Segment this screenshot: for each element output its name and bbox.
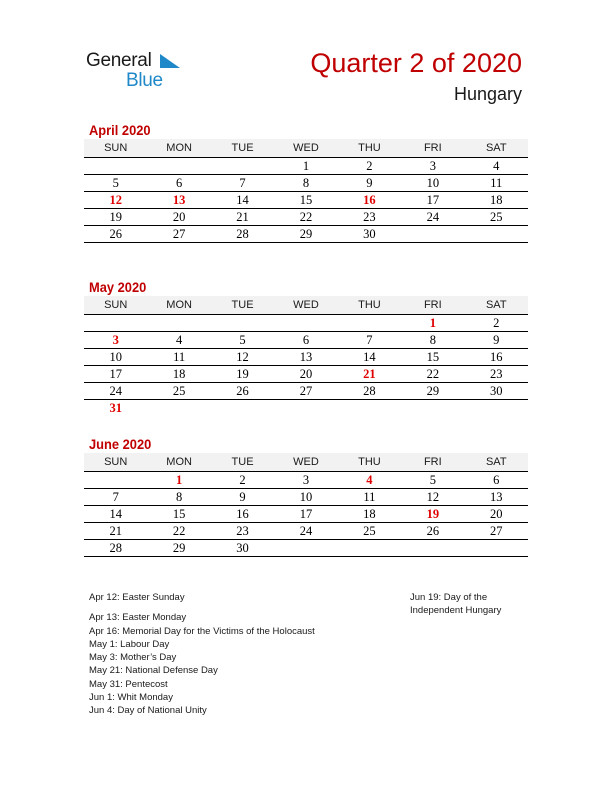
weekday-header: TUE	[211, 296, 274, 315]
day-cell: 27	[147, 226, 210, 243]
weekday-header: FRI	[401, 296, 464, 315]
empty-cell	[274, 315, 337, 332]
day-cell: 20	[147, 209, 210, 226]
day-cell: 21	[211, 209, 274, 226]
generalblue-logo	[86, 50, 206, 90]
week-row	[84, 315, 528, 332]
day-cell: 4	[465, 158, 528, 175]
day-cell: 12	[401, 489, 464, 506]
day-cell: 6	[465, 472, 528, 489]
day-cell: 1	[274, 158, 337, 175]
day-cell: 25	[147, 383, 210, 400]
week-row	[84, 209, 528, 226]
day-cell: 5	[211, 332, 274, 349]
holiday-note-line: Jun 19: Day of the	[410, 592, 488, 603]
day-cell: 9	[465, 332, 528, 349]
holiday-day-cell: 1	[147, 472, 210, 489]
day-cell: 22	[274, 209, 337, 226]
holiday-day-cell: 16	[338, 192, 401, 209]
holiday-notes-right	[410, 591, 501, 618]
day-cell: 25	[465, 209, 528, 226]
day-cell: 7	[211, 175, 274, 192]
day-cell: 7	[338, 332, 401, 349]
empty-cell	[211, 158, 274, 175]
day-cell: 23	[338, 209, 401, 226]
day-cell: 14	[84, 506, 147, 523]
week-row	[84, 400, 528, 417]
day-cell: 22	[147, 523, 210, 540]
day-cell: 13	[465, 489, 528, 506]
empty-cell	[84, 315, 147, 332]
day-cell: 28	[211, 226, 274, 243]
week-row	[84, 383, 528, 400]
day-cell: 30	[211, 540, 274, 557]
day-cell: 11	[338, 489, 401, 506]
day-cell: 17	[84, 366, 147, 383]
empty-cell	[211, 400, 274, 417]
holiday-note-line: Independent Hungary	[410, 605, 502, 617]
empty-cell	[401, 400, 464, 417]
holiday-day-cell: 12	[84, 192, 147, 209]
day-cell: 8	[147, 489, 210, 506]
weekday-header-row	[84, 296, 528, 315]
empty-cell	[147, 315, 210, 332]
week-row	[84, 472, 528, 489]
day-cell: 11	[465, 175, 528, 192]
weekday-header: FRI	[401, 139, 464, 158]
day-cell: 25	[338, 523, 401, 540]
day-cell: 17	[401, 192, 464, 209]
weekday-header: SUN	[84, 296, 147, 315]
week-row	[84, 158, 528, 175]
holiday-note: May 3: Mother’s Day	[89, 652, 177, 664]
empty-cell	[465, 400, 528, 417]
week-row	[84, 175, 528, 192]
day-cell: 4	[147, 332, 210, 349]
week-row	[84, 226, 528, 243]
day-cell: 6	[274, 332, 337, 349]
day-cell: 26	[84, 226, 147, 243]
day-cell: 10	[274, 489, 337, 506]
day-cell: 16	[465, 349, 528, 366]
weekday-header-row	[84, 139, 528, 158]
weekday-header: SAT	[465, 296, 528, 315]
day-cell: 5	[401, 472, 464, 489]
day-cell: 9	[211, 489, 274, 506]
calendar-table	[84, 139, 528, 243]
day-cell: 28	[84, 540, 147, 557]
holiday-day-cell: 13	[147, 192, 210, 209]
day-cell: 14	[338, 349, 401, 366]
country-name: Hungary	[453, 84, 522, 104]
day-cell: 8	[401, 332, 464, 349]
empty-cell	[465, 540, 528, 557]
day-cell: 20	[274, 366, 337, 383]
day-cell: 2	[338, 158, 401, 175]
weekday-header: MON	[147, 139, 210, 158]
empty-cell	[401, 226, 464, 243]
week-row	[84, 349, 528, 366]
weekday-header: THU	[338, 296, 401, 315]
day-cell: 2	[211, 472, 274, 489]
day-cell: 18	[465, 192, 528, 209]
day-cell: 14	[211, 192, 274, 209]
empty-cell	[338, 400, 401, 417]
holiday-day-cell: 4	[338, 472, 401, 489]
day-cell: 27	[465, 523, 528, 540]
week-row	[84, 489, 528, 506]
day-cell: 17	[274, 506, 337, 523]
day-cell: 2	[465, 315, 528, 332]
weekday-header: TUE	[211, 453, 274, 472]
month-may	[84, 278, 528, 416]
day-cell: 23	[211, 523, 274, 540]
holiday-day-cell: 31	[109, 401, 122, 415]
weekday-header: THU	[338, 139, 401, 158]
empty-cell	[84, 472, 147, 489]
day-cell: 6	[147, 175, 210, 192]
logo-general-text: General	[86, 50, 152, 71]
week-row	[84, 523, 528, 540]
weekday-header: MON	[147, 296, 210, 315]
empty-cell	[147, 158, 210, 175]
day-cell: 13	[274, 349, 337, 366]
weekday-header: THU	[338, 453, 401, 472]
holiday-day-cell: 19	[401, 506, 464, 523]
day-cell: 10	[84, 349, 147, 366]
empty-cell	[274, 540, 337, 557]
week-row	[84, 506, 528, 523]
day-cell: 5	[84, 175, 147, 192]
day-cell: 16	[211, 506, 274, 523]
day-cell: 28	[338, 383, 401, 400]
day-cell: 20	[465, 506, 528, 523]
month-june	[84, 435, 528, 557]
month-title: April 2020	[89, 122, 151, 138]
day-cell: 30	[465, 383, 528, 400]
holiday-note: May 31: Pentecost	[89, 678, 168, 690]
day-cell: 21	[84, 523, 147, 540]
holiday-note: May 1: Labour Day	[89, 638, 170, 650]
week-row	[84, 540, 528, 557]
day-cell: 24	[401, 209, 464, 226]
empty-cell	[338, 315, 401, 332]
empty-cell	[338, 540, 401, 557]
day-cell: 23	[465, 366, 528, 383]
logo-blue-text: Blue	[126, 70, 163, 91]
weekday-header: FRI	[401, 453, 464, 472]
weekday-header: WED	[274, 296, 337, 315]
calendar-table	[84, 453, 528, 557]
day-cell: 11	[147, 349, 210, 366]
weekday-header-row	[84, 453, 528, 472]
day-cell: 15	[147, 506, 210, 523]
day-cell: 22	[401, 366, 464, 383]
day-cell: 10	[401, 175, 464, 192]
day-cell: 18	[147, 366, 210, 383]
day-cell: 26	[211, 383, 274, 400]
day-cell: 9	[338, 175, 401, 192]
week-row	[84, 332, 528, 349]
day-cell: 15	[274, 192, 337, 209]
day-cell: 29	[401, 383, 464, 400]
day-cell: 26	[401, 523, 464, 540]
holiday-note: Apr 16: Memorial Day for the Victims of the Holocaust	[89, 625, 315, 637]
weekday-header: MON	[147, 453, 210, 472]
holiday-note: May 21: National Defense Day	[89, 665, 218, 677]
weekday-header: TUE	[211, 139, 274, 158]
day-cell: 27	[274, 383, 337, 400]
holiday-note: Jun 1: Whit Monday	[89, 692, 173, 704]
empty-cell	[211, 315, 274, 332]
day-cell: 24	[84, 383, 147, 400]
day-cell: 19	[84, 209, 147, 226]
holiday-day-cell: 21	[338, 366, 401, 383]
day-cell: 18	[338, 506, 401, 523]
holiday-note: Apr 12: Easter Sunday	[89, 592, 185, 603]
page-title: Quarter 2 of 2020	[310, 48, 522, 78]
day-cell: 12	[211, 349, 274, 366]
day-cell: 3	[401, 158, 464, 175]
day-cell: 7	[84, 489, 147, 506]
day-cell: 3	[274, 472, 337, 489]
weekday-header: SUN	[84, 139, 147, 158]
day-cell: 29	[147, 540, 210, 557]
day-cell: 24	[274, 523, 337, 540]
day-cell: 19	[211, 366, 274, 383]
empty-cell	[147, 400, 210, 417]
month-april	[84, 121, 528, 243]
empty-cell	[465, 226, 528, 243]
logo-triangle-icon	[160, 54, 180, 68]
calendar-table	[84, 296, 528, 416]
holiday-day-cell: 1	[401, 315, 464, 332]
week-row	[84, 192, 528, 209]
holiday-day-cell: 3	[84, 332, 147, 349]
empty-cell	[84, 158, 147, 175]
weekday-header: SAT	[465, 139, 528, 158]
holiday-note: Jun 4: Day of National Unity	[89, 705, 207, 717]
day-cell: 29	[274, 226, 337, 243]
holiday-notes-left	[89, 591, 315, 718]
month-title: May 2020	[89, 279, 147, 295]
weekday-header: SUN	[84, 453, 147, 472]
weekday-header: WED	[274, 453, 337, 472]
day-cell: 30	[338, 226, 401, 243]
day-cell: 8	[274, 175, 337, 192]
holiday-note: Apr 13: Easter Monday	[89, 612, 187, 624]
empty-cell	[274, 400, 337, 417]
weekday-header: WED	[274, 139, 337, 158]
month-title: June 2020	[89, 436, 152, 452]
day-cell: 15	[401, 349, 464, 366]
week-row	[84, 366, 528, 383]
empty-cell	[401, 540, 464, 557]
weekday-header: SAT	[465, 453, 528, 472]
